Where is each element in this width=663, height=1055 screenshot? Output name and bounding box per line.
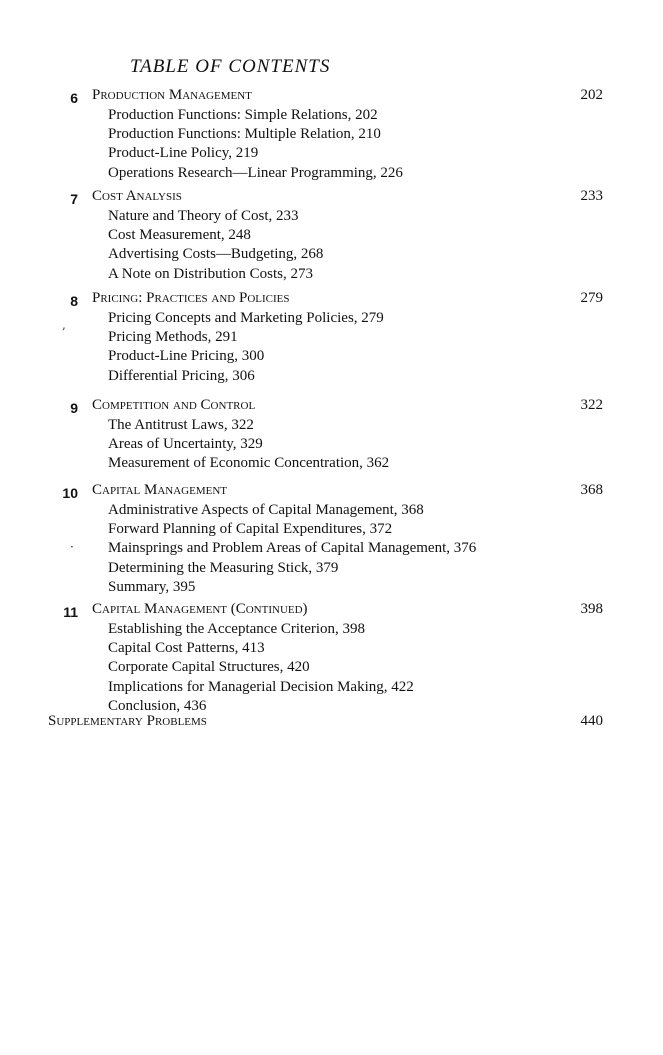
chapter-page: 233 — [580, 188, 603, 204]
section-entry: Production Functions: Multiple Relation, 210 — [108, 126, 381, 143]
section-entry: Areas of Uncertainty, 329 — [108, 436, 263, 453]
supplementary-page: 440 — [580, 713, 603, 729]
chapter-number: 9 — [70, 400, 78, 416]
section-list — [108, 106, 403, 183]
section-entry: Pricing Methods, 291 — [108, 329, 238, 346]
stray-mark: · — [70, 540, 74, 554]
chapter-title: Capital Management (Continued) — [92, 601, 308, 617]
chapter-number: 10 — [62, 485, 78, 501]
section-entry: Operations Research—Linear Programming, 226 — [108, 164, 403, 181]
section-entry: Measurement of Economic Concentration, 362 — [108, 455, 390, 472]
section-entry: Establishing the Acceptance Criterion, 398 — [108, 621, 366, 637]
section-entry: Pricing Concepts and Marketing Policies, 279 — [108, 310, 384, 326]
section-entry: Cost Measurement, 248 — [108, 227, 251, 244]
section-entry: Differential Pricing, 306 — [108, 367, 255, 384]
chapter-page: 279 — [580, 290, 603, 306]
section-entry: Conclusion, 436 — [108, 697, 207, 714]
stray-mark: , — [62, 318, 66, 332]
section-entry: A Note on Distribution Costs, 273 — [108, 265, 314, 282]
section-entry: Capital Cost Patterns, 413 — [108, 640, 265, 657]
section-entry: Product-Line Pricing, 300 — [108, 348, 265, 365]
section-entry: Corporate Capital Structures, 420 — [108, 659, 310, 676]
section-entry: Production Functions: Simple Relations, 202 — [108, 107, 378, 123]
section-entry: Advertising Costs—Budgeting, 268 — [108, 246, 324, 263]
section-entry: Mainsprings and Problem Areas of Capital Management, 376 — [108, 540, 477, 557]
chapter-title: Capital Management — [92, 482, 227, 498]
section-list — [108, 416, 389, 474]
chapter-title: Pricing: Practices and Policies — [92, 290, 290, 306]
chapter-number: 7 — [70, 191, 78, 207]
supplementary-title: Supplementary Problems — [48, 713, 207, 729]
chapter-title: Production Management — [92, 87, 252, 103]
chapter-number: 8 — [70, 293, 78, 309]
section-list — [108, 501, 476, 597]
section-entry: Forward Planning of Capital Expenditures, 372 — [108, 521, 393, 538]
chapter-number: 11 — [63, 604, 78, 620]
section-list — [108, 207, 323, 284]
section-entry: Administrative Aspects of Capital Management, 368 — [108, 502, 424, 518]
section-list — [108, 620, 414, 716]
chapter-page: 322 — [580, 397, 603, 413]
chapter-title: Cost Analysis — [92, 188, 182, 204]
section-list — [108, 309, 384, 386]
chapter-title: Competition and Control — [92, 397, 256, 413]
section-entry: Implications for Managerial Decision Making, 422 — [108, 678, 414, 695]
section-entry: The Antitrust Laws, 322 — [108, 417, 254, 433]
section-entry: Determining the Measuring Stick, 379 — [108, 559, 339, 576]
section-entry: Summary, 395 — [108, 578, 196, 595]
chapter-page: 202 — [580, 87, 603, 103]
section-entry: Nature and Theory of Cost, 233 — [108, 208, 299, 224]
section-entry: Product-Line Policy, 219 — [108, 145, 259, 162]
chapter-number: 6 — [70, 90, 78, 106]
chapter-page: 368 — [580, 482, 603, 498]
page-title: TABLE OF CONTENTS — [130, 56, 331, 77]
chapter-page: 398 — [580, 601, 603, 617]
